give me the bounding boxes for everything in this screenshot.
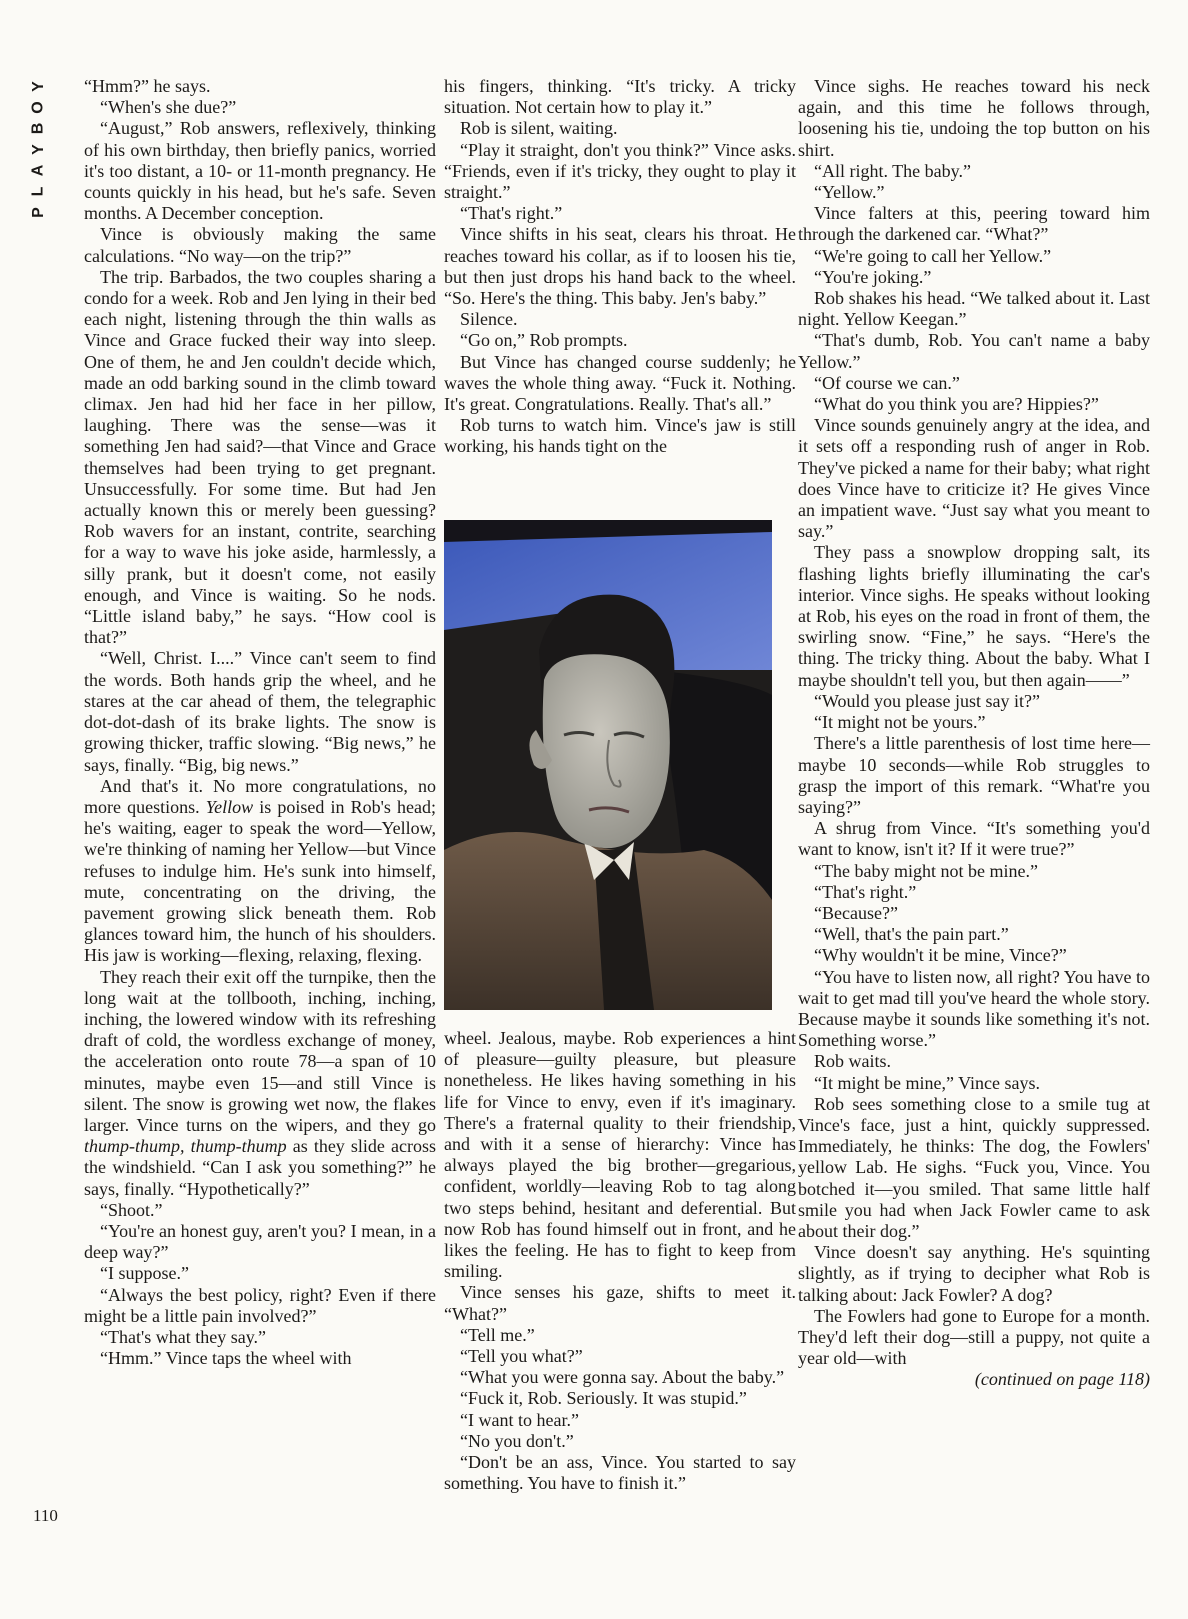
paragraph: [84, 776, 436, 967]
paragraph: “Why wouldn't it be mine, Vince?”: [814, 945, 1067, 966]
paragraph: “Because?”: [814, 902, 898, 923]
italic-phrase: thump-thump, thump-thump: [84, 1136, 287, 1157]
paragraph: “All right. The baby.”: [814, 160, 971, 181]
paragraph-rest: as they slide across the windshield. “Can I ask you something?” he says, finally. “Hypothetically?”: [84, 1136, 436, 1199]
paragraph: Vince is obviously making the same calculations. “No way—on the trip?”: [84, 224, 436, 266]
paragraph: Vince falters at this, peering toward him through the darkened car. “What?”: [798, 203, 1150, 245]
paragraph: “It might not be yours.”: [814, 712, 986, 733]
sidebar-letter: Y: [29, 144, 47, 155]
paragraph: The trip. Barbados, the two couples sharing a condo for a week. Rob and Jen lying in their bed each night, listening through the thin walls as Vince and Grace fucked their way into sleep. One of them, he and Jen couldn't decide which, made an odd barking sound in the climb toward climax. Jen had hid her face in her pillow, laughing. There was the sense—was it something Jen had said?—that Vince and Grace themselves had been trying to get pregnant. Unsuccessfully. For some time. But had Jen actually known this or merely been guessing? Rob wavers for an instant, contrite, searching for a way to wave his joke aside, harmlessly, a silly prank, but it doesn't come, not easily enough, and Vince is waiting. So he nods. “Little island baby,” he says. “How cool is that?”: [84, 266, 436, 648]
magazine-name-vertical: [26, 76, 50, 223]
paragraph: “I want to hear.”: [460, 1409, 579, 1430]
paragraph: “We're going to call her Yellow.”: [814, 245, 1052, 266]
paragraph: They pass a snowplow dropping salt, its flashing lights briefly illuminating the car's interior. Vince sighs. He speaks without looking at Rob, his eyes on the road in front of them, the swirling snow. “Fine,” he says. “Here's the thing. The tricky thing. About the baby. What I maybe shouldn't tell you, but then again——”: [798, 542, 1150, 690]
text-column-2-top: [444, 76, 796, 458]
paragraph: Vince sounds genuinely angry at the idea, and it sets off a responding rush of anger in Rob. They've picked a name for their baby; what right does Vince have to criticize it? He gives Vince an impatient wave. “Just say what you meant to say.”: [798, 415, 1150, 542]
paragraph: Silence.: [460, 309, 518, 330]
paragraph: “You're joking.”: [814, 266, 932, 287]
paragraph: A shrug from Vince. “It's something you'd want to know, isn't it? If it were true?”: [798, 818, 1150, 860]
paragraph-rest: is poised in Rob's head; he's waiting, eager to speak the word—Yellow, we're thinking of naming her Yellow—but Vince refuses to indulge him. He's sunk into himself, mute, concentrating on the driving, the pavement growing slick beneath them. Rob glances toward him, the hunch of his shoulders. His jaw is working—flexing, relaxing, flexing.: [84, 796, 436, 966]
paragraph: “Yellow.”: [814, 182, 885, 203]
sidebar-letter: L: [29, 186, 47, 197]
paragraph: “I suppose.”: [100, 1263, 189, 1284]
paragraph: “That's what they say.”: [100, 1326, 267, 1347]
paragraph: his fingers, thinking. “It's tricky. A tricky situation. Not certain how to play it.”: [444, 76, 796, 118]
painting-icon: [444, 520, 772, 1010]
paragraph: “Tell you what?”: [460, 1346, 583, 1367]
text-column-3: [798, 76, 1150, 1391]
paragraph: “Hmm?” he says.: [84, 76, 211, 96]
paragraph: “Don't be an ass, Vince. You started to say something. You have to finish it.”: [444, 1452, 796, 1494]
paragraph: “Well, that's the pain part.”: [814, 924, 1009, 945]
paragraph: “Go on,” Rob prompts.: [460, 330, 628, 351]
paragraph: “Shoot.”: [100, 1199, 163, 1220]
paragraph: “When's she due?”: [100, 97, 237, 118]
paragraph: Rob is silent, waiting.: [460, 118, 618, 139]
sidebar-letter: B: [29, 122, 47, 135]
paragraph: “Of course we can.”: [814, 372, 960, 393]
paragraph: [84, 967, 436, 1200]
paragraph: Vince sighs. He reaches toward his neck again, and this time he follows through, loosening his tie, undoing the top button on his shirt.: [798, 76, 1150, 160]
page-number: 110: [33, 1506, 58, 1525]
paragraph: “That's right.”: [460, 203, 563, 224]
sidebar-letter: O: [29, 101, 47, 114]
paragraph: Rob turns to watch him. Vince's jaw is still working, his hands tight on the: [444, 415, 796, 457]
text-column-1: [84, 76, 436, 1516]
paragraph: Rob shakes his head. “We talked about it. Last night. Yellow Keegan.”: [798, 288, 1150, 330]
paragraph: But Vince has changed course suddenly; he waves the whole thing away. “Fuck it. Nothing. It's great. Congratulations. Really. That's all.”: [444, 351, 796, 415]
continued-note: (continued on page 118): [974, 1369, 1150, 1390]
paragraph: “Tell me.”: [460, 1324, 535, 1345]
sidebar-letter: P: [29, 207, 47, 218]
paragraph: Vince shifts in his seat, clears his throat. He reaches toward his collar, as if to loosen his tie, but then just drops his hand back to the wheel. “So. Here's the thing. This baby. Jen's baby.”: [444, 224, 796, 309]
paragraph: wheel. Jealous, maybe. Rob experiences a hint of pleasure—guilty pleasure, but pleasure nonetheless. He likes having something in his life for Vince to envy, even if it's imaginary. There's a fraternal quality to their friendship, and with it a sense of hierarchy: Vince has always played the big brother—gregarious, confident, worldly—leaving Rob to tag along two steps behind, hesitant and deferential. But now Rob has found himself out in front, and he likes the feeling. He has to fight to keep from smiling.: [444, 1028, 796, 1282]
paragraph: “It might be mine,” Vince says.: [814, 1072, 1041, 1093]
text-column-2-bottom: [444, 1028, 796, 1494]
paragraph: “You're an honest guy, aren't you? I mean, in a deep way?”: [84, 1220, 436, 1263]
paragraph: “That's dumb, Rob. You can't name a baby Yellow.”: [798, 330, 1150, 372]
paragraph: “Hmm.” Vince taps the wheel with: [100, 1348, 352, 1369]
paragraph-start: And that's it. No more congratulations, no more questions.: [84, 775, 436, 817]
italic-word: Yellow: [205, 796, 254, 817]
paragraph: “You have to listen now, all right? You have to wait to get mad till you've heard the whole story. Because maybe it sounds like something it's not. Something worse.”: [798, 966, 1150, 1051]
sidebar-letter: Y: [29, 81, 47, 92]
paragraph: “What you were gonna say. About the baby.”: [460, 1367, 785, 1388]
paragraph: There's a little parenthesis of lost time here—maybe 10 seconds—while Rob struggles to grasp the import of this remark. “What're you saying?”: [798, 733, 1150, 817]
paragraph: “The baby might not be mine.”: [814, 860, 1038, 881]
paragraph: “What do you think you are? Hippies?”: [814, 394, 1099, 415]
paragraph: Rob waits.: [814, 1051, 892, 1072]
paragraph-start: They reach their exit off the turnpike, then the long wait at the tollbooth, inching, inching, inching, the lowered window with its refreshing draft of cold, the wordless exchange of money, the acceleration onto route 78—a span of 10 minutes, maybe even 15—and still Vince is silent. The snow is growing wet now, the flakes larger. Vince turns on the wipers, and they go: [84, 966, 436, 1135]
paragraph: The Fowlers had gone to Europe for a month. They'd left their dog—still a puppy, not quite a year old—with: [798, 1305, 1150, 1369]
paragraph: “That's right.”: [814, 881, 917, 902]
paragraph: “Play it straight, don't you think?” Vince asks. “Friends, even if it's tricky, they ought to play it straight.”: [444, 139, 796, 203]
paragraph: “Always the best policy, right? Even if there might be a little pain involved?”: [84, 1284, 436, 1326]
paragraph: “August,” Rob answers, reflexively, thinking of his own birthday, then briefly panics, worried it's too distant, a 10- or 11-month pregnancy. He counts quickly in his head, but he's safe. Seven months. A December conception.: [84, 118, 436, 224]
paragraph: “No you don't.”: [460, 1430, 574, 1451]
paragraph: Vince doesn't say anything. He's squinting slightly, as if trying to decipher what Rob is talking about: Jack Fowler? A dog?: [798, 1242, 1150, 1305]
paragraph: “Fuck it, Rob. Seriously. It was stupid.”: [460, 1388, 747, 1409]
paragraph: “Would you please just say it?”: [814, 690, 1040, 711]
paragraph: Rob sees something close to a smile tug at Vince's face, just a hint, quickly suppressed. Immediately, he thinks: The dog, the Fowlers' yellow Lab. He sighs. “Fuck you, Vince. You botched it—you smiled. That same little half smile you had when Jack Fowler came to ask about their dog.”: [798, 1093, 1150, 1241]
illustration-man-in-car: [444, 520, 772, 1010]
sidebar-letter: A: [29, 164, 47, 177]
paragraph: Vince senses his gaze, shifts to meet it. “What?”: [444, 1282, 796, 1324]
paragraph: “Well, Christ. I....” Vince can't seem to find the words. Both hands grip the wheel, and he stares at the car ahead of them, the telegraphic dot-dot-dash of its brake lights. The snow is growing thicker, traffic slowing. “Big news,” he says, finally. “Big, big news.”: [84, 648, 436, 775]
